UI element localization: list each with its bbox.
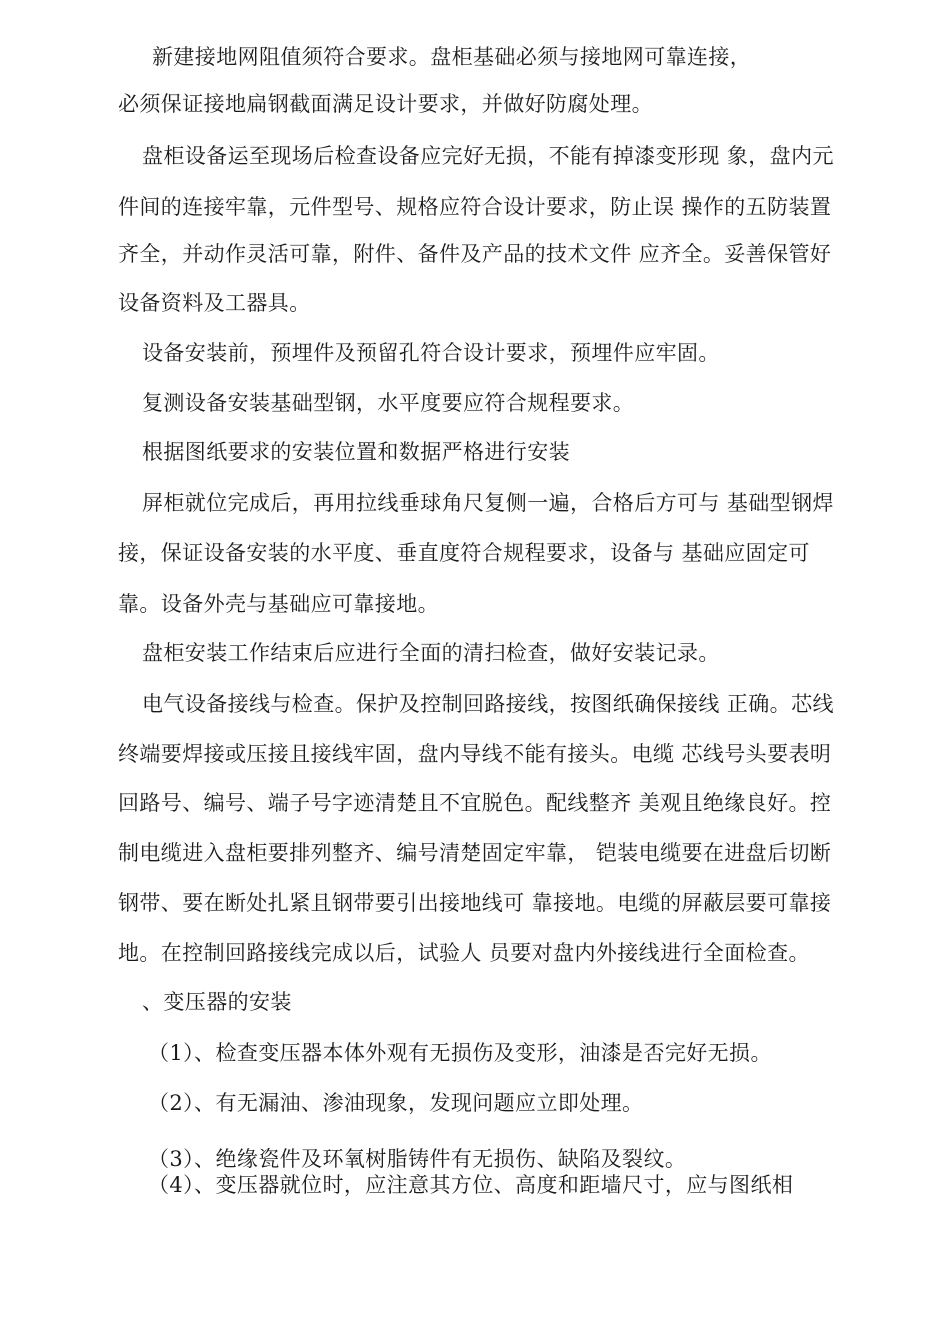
text-line: 设备资料及工器具。 <box>118 291 311 315</box>
text-line: 钢带、要在断处扎紧且钢带要引出接地线可 靠接地。电缆的屏蔽层要可靠接 <box>118 891 832 915</box>
text-line: 新建接地网阻值须符合要求。盘柜基础必须与接地网可靠连接， <box>152 45 752 69</box>
text-line: 终端要焊接或压接且接线牢固，盘内导线不能有接头。电缆 芯线号头要表明 <box>118 742 832 766</box>
text-line: 制电缆进入盘柜要排列整齐、编号清楚固定牢靠， 铠装电缆要在进盘后切断 <box>118 841 832 865</box>
text-line: 盘柜安装工作结束后应进行全面的清扫检查，做好安装记录。 <box>142 641 720 665</box>
section-heading: 、变压器的安装 <box>142 990 292 1014</box>
text-line: 件间的连接牢靠，元件型号、规格应符合设计要求，防止误 操作的五防装置 <box>118 195 832 219</box>
text-line: 复测设备安装基础型钢，水平度要应符合规程要求。 <box>142 391 635 415</box>
text-line: 设备安装前，预埋件及预留孔符合设计要求，预埋件应牢固。 <box>142 341 720 365</box>
text-line: 盘柜设备运至现场后检查设备应完好无损，不能有掉漆变形现 象，盘内元 <box>142 144 834 168</box>
text-line: 地。在控制回路接线完成以后，试验人 员要对盘内外接线进行全面检查。 <box>118 941 810 965</box>
text-line: 接，保证设备安装的水平度、垂直度符合规程要求，设备与 基础应固定可 <box>118 541 810 565</box>
list-item: （1）、检查变压器本体外观有无损伤及变形，油漆是否完好无损。 <box>148 1041 772 1065</box>
text-line: 必须保证接地扁钢截面满足设计要求，并做好防腐处理。 <box>118 92 653 116</box>
list-item: （2）、有无漏油、渗油现象，发现问题应立即处理。 <box>148 1091 644 1115</box>
text-line: 屏柜就位完成后，再用拉线垂球角尺复侧一遍，合格后方可与 基础型钢焊 <box>142 491 834 515</box>
list-item: （4）、变压器就位时，应注意其方位、高度和距墙尺寸，应与图纸相 <box>148 1173 794 1197</box>
text-line: 回路号、编号、端子号字迹清楚且不宜脱色。配线整齐 美观且绝缘良好。控 <box>118 791 832 815</box>
text-line: 齐全，并动作灵活可靠，附件、备件及产品的技术文件 应齐全。妥善保管好 <box>118 242 832 266</box>
list-item: （3）、绝缘瓷件及环氧树脂铸件有无损伤、缺陷及裂纹。 <box>148 1147 687 1171</box>
text-line: 根据图纸要求的安装位置和数据严格进行安装 <box>142 440 570 464</box>
text-line: 电气设备接线与检查。保护及控制回路接线，按图纸确保接线 正确。芯线 <box>142 692 834 716</box>
text-line: 靠。设备外壳与基础应可靠接地。 <box>118 592 439 616</box>
